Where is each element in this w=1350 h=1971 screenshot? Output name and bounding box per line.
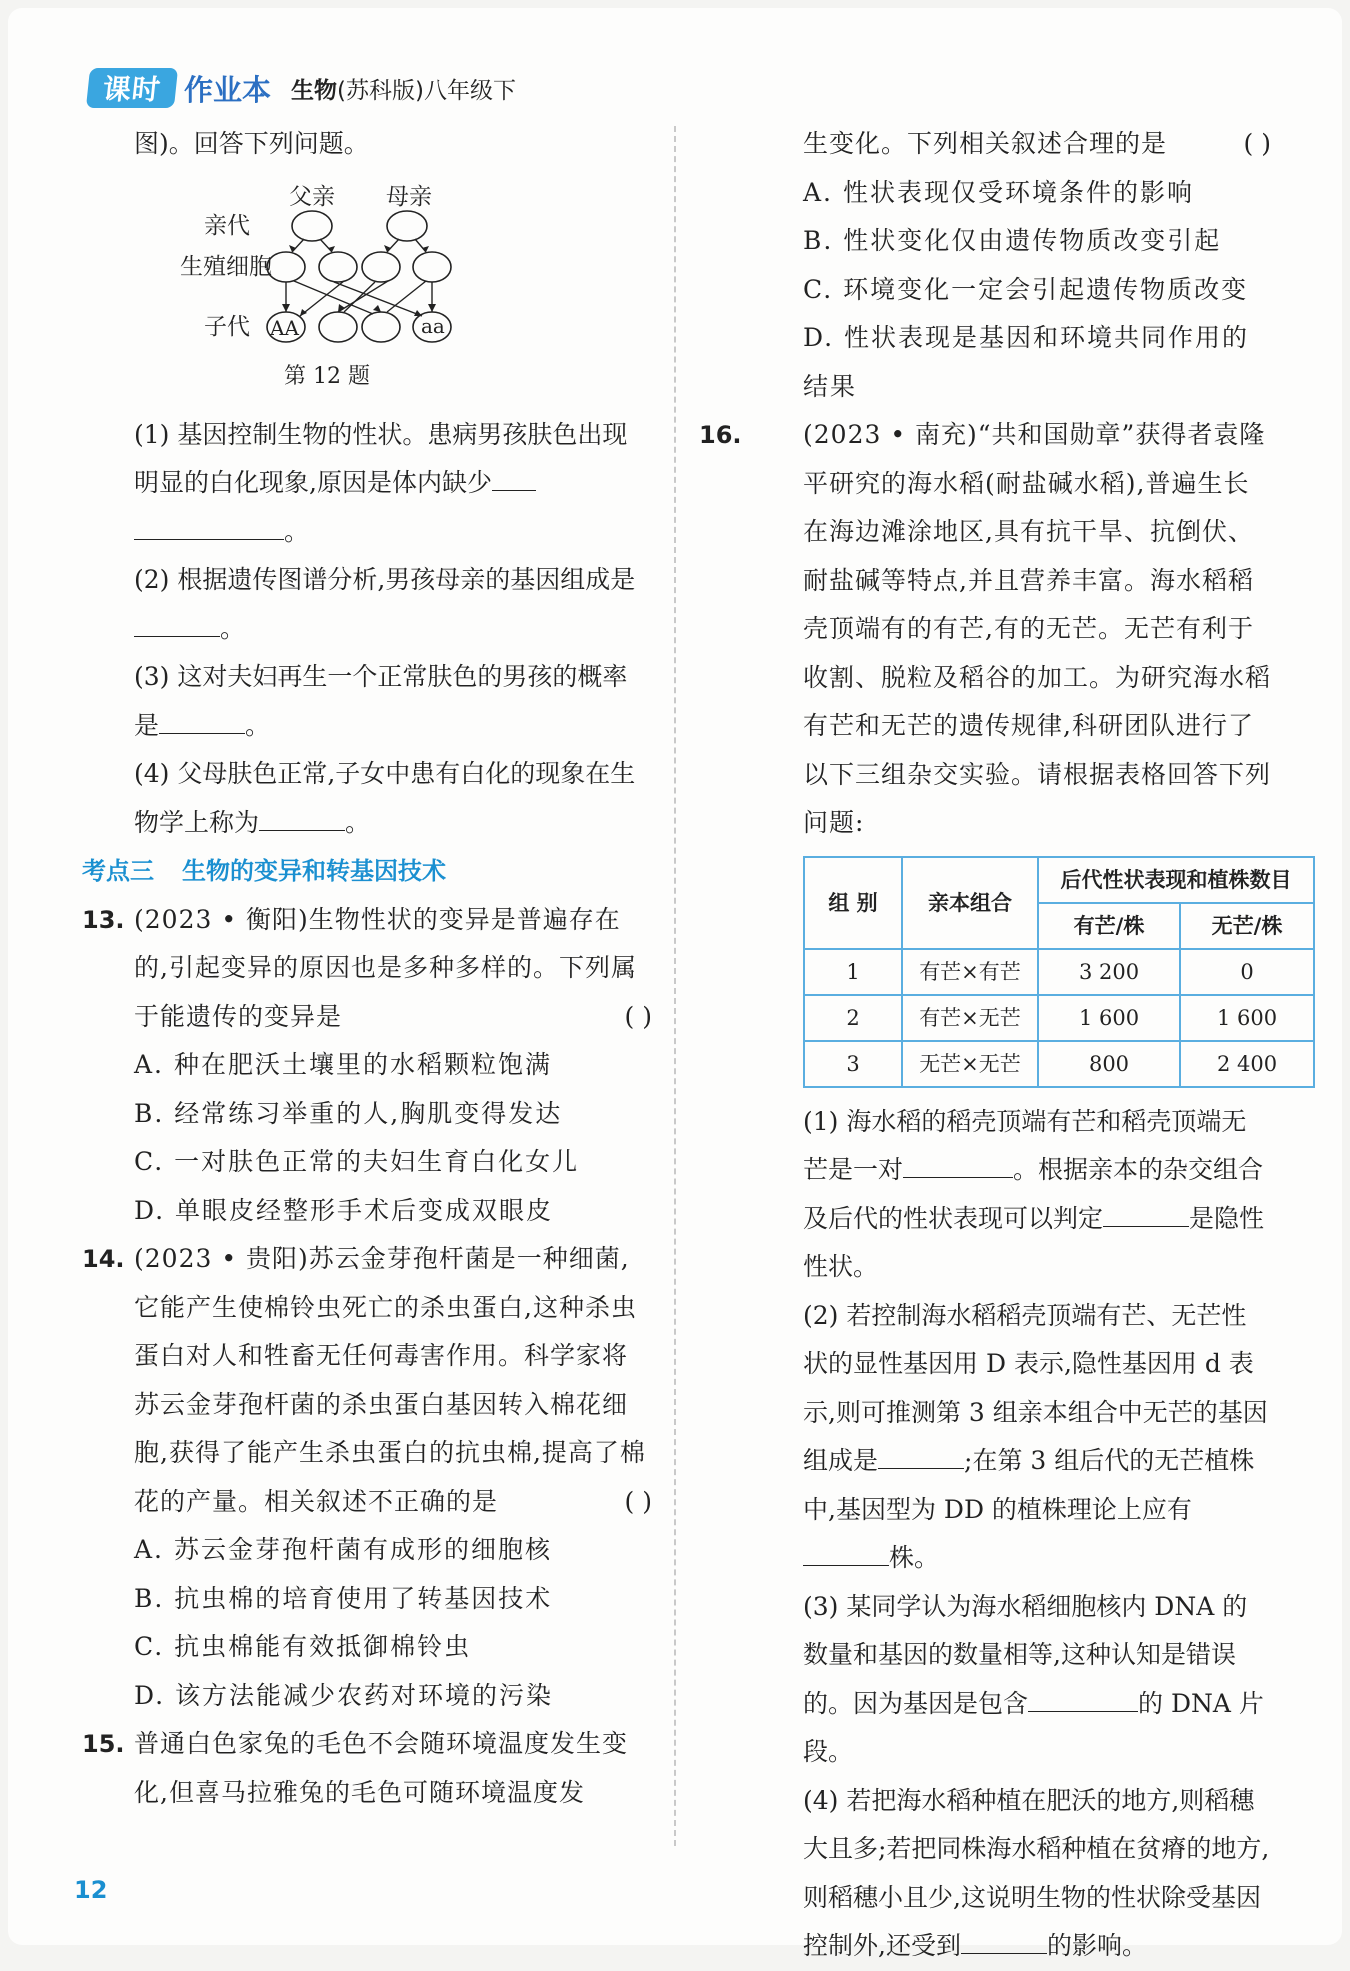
page-number: 12	[74, 1876, 108, 1904]
q12-part2: (2) 根据遗传图谱分析,男孩母亲的基因组成是。	[134, 565, 636, 643]
cell-awned: 3 200	[1038, 949, 1180, 995]
q15-continued: 生变化。下列相关叙述合理的是 ( )	[751, 120, 1271, 169]
offspring-row-label: 子代	[204, 313, 250, 340]
question-number: 15.	[82, 1730, 125, 1758]
cross-experiment-table	[803, 856, 1315, 1088]
mother-node	[387, 211, 427, 241]
child-node	[362, 312, 400, 342]
q12-part1: (1) 基因控制生物的性状。患病男孩肤色出现明显的白化现象,原因是体内缺少 。	[134, 419, 628, 546]
genotype-aa: aa	[421, 313, 445, 338]
q13-option-d[interactable]: D. 单眼皮经整形手术后变成双眼皮	[134, 1195, 554, 1225]
table-row	[804, 949, 1314, 995]
q12-part3: (3) 这对夫妇再生一个正常肤色的男孩的概率是 。	[134, 662, 628, 740]
parent-generation-label: 亲代	[204, 212, 250, 239]
question-14: 14. (2023 • 贵阳)苏云金芽孢杆菌是一种细菌,它能产生使棉铃虫死亡的杀虫蛋白,这种杀虫蛋白对人和牲畜无任何毒害作用。科学家将苏云金芽孢杆菌的杀虫蛋白基因转入棉花细胞,获得了能产生杀虫蛋白的抗虫棉,提高了棉花的产量。相关叙述不正确的是 ( )	[82, 1235, 652, 1526]
q16-part2: (2) 若控制海水稻稻壳顶端有芒、无芒性状的显性基因用 D 表示,隐性基因用 d 表示,则可推测第 3 组亲本组合中无芒的基因组成是 ;在第 3 组后代的无芒植株中,基因型为 DD 的植株理论上应有株。	[803, 1300, 1268, 1572]
answer-blank[interactable]	[903, 1147, 1013, 1178]
q12-intro-tail: 图)。回答下列问题。	[134, 129, 369, 158]
cell-group: 1	[804, 949, 902, 995]
answer-paren[interactable]: ( )	[1243, 129, 1271, 158]
answer-paren[interactable]: ( )	[624, 1001, 652, 1031]
cell-group: 3	[804, 1041, 902, 1087]
gamete-node	[362, 252, 400, 282]
father-node	[292, 211, 332, 241]
cell-awned: 1 600	[1038, 995, 1180, 1041]
answer-blank[interactable]	[159, 703, 245, 734]
answer-blank[interactable]	[1028, 1681, 1138, 1712]
page-header	[88, 66, 516, 110]
header-awned: 有芒/株	[1038, 903, 1180, 949]
brand-title: 作业本	[184, 72, 272, 107]
figure-caption: 第 12 题	[284, 363, 370, 389]
subject-edition: (苏科版)八年级下	[337, 77, 516, 104]
q13-option-a[interactable]: A. 种在肥沃土壤里的水稻颗粒饱满	[134, 1050, 552, 1079]
q15-option-c[interactable]: C. 环境变化一定会引起遗传物质改变	[803, 274, 1249, 304]
cell-cross: 有芒×有芒	[902, 949, 1038, 995]
mother-label: 母亲	[386, 183, 432, 210]
q16-part1: (1) 海水稻的稻壳顶端有芒和稻壳顶端无芒是一对 。根据亲本的杂交组合及后代的性状表现可以判定 是隐性性状。	[803, 1106, 1265, 1281]
q16-part3: (3) 某同学认为海水稻细胞核内 DNA 的数量和基因的数量相等,这种认知是错误的。因为基因是包含 的 DNA 片段。	[803, 1591, 1264, 1766]
q15-option-b[interactable]: B. 性状变化仅由遗传物质改变引起	[803, 226, 1222, 255]
header-awnless: 无芒/株	[1180, 903, 1314, 949]
table-wrap	[751, 856, 1292, 1088]
answer-blank[interactable]	[961, 1923, 1047, 1954]
subject-name: 生物	[291, 77, 338, 104]
table-row	[804, 1041, 1314, 1087]
header-offspring: 后代性状表现和植株数目	[1038, 857, 1314, 903]
cell-awned: 800	[1038, 1041, 1180, 1087]
question-number: 16.	[699, 421, 742, 449]
answer-paren[interactable]: ( )	[624, 1486, 652, 1516]
left-column	[82, 120, 652, 1817]
series-logo: 课时	[86, 68, 178, 108]
q14-option-b[interactable]: B. 抗虫棉的培育使用了转基因技术	[134, 1583, 553, 1613]
header-cross: 亲本组合	[902, 857, 1038, 949]
q13-option-c[interactable]: C. 一对肤色正常的夫妇生育白化女儿	[134, 1147, 580, 1176]
header-group: 组 别	[804, 857, 902, 949]
cell-cross: 无芒×无芒	[902, 1041, 1038, 1087]
answer-blank[interactable]	[134, 509, 284, 540]
answer-blank[interactable]	[259, 800, 345, 831]
answer-blank[interactable]	[1103, 1196, 1189, 1227]
right-column	[699, 120, 1292, 1971]
answer-blank[interactable]	[878, 1438, 964, 1469]
q14-option-c[interactable]: C. 抗虫棉能有效抵御棉铃虫	[134, 1632, 472, 1661]
q15-option-d[interactable]: D. 性状表现是基因和环境共同作用的结果	[803, 323, 1250, 401]
q14-option-a[interactable]: A. 苏云金芽孢杆菌有成形的细胞核	[134, 1535, 552, 1564]
cell-awnless: 2 400	[1180, 1041, 1314, 1087]
q12-part4: (4) 父母肤色正常,子女中患有白化的现象在生物学上称为 。	[134, 759, 636, 837]
gamete-node	[267, 252, 305, 282]
question-number: 14.	[82, 1245, 125, 1273]
cell-awnless: 1 600	[1180, 995, 1314, 1041]
gamete-row-label: 生殖细胞	[180, 253, 272, 280]
question-16: 16. (2023 • 南充)“共和国勋章”获得者袁隆平研究的海水稻(耐盐碱水稻),普遍生长在海边滩涂地区,具有抗干旱、抗倒伏、耐盐碱等特点,并且营养丰富。海水稻稻壳顶端有的有芒,有的无芒。无芒有利于收割、脱粒及稻谷的加工。为研究海水稻有芒和无芒的遗传规律,科研团队进行了以下三组杂交实验。请根据表格回答下列问题:	[699, 411, 1271, 848]
question-15: 15. 普通白色家兔的毛色不会随环境温度发生变化,但喜马拉雅兔的毛色可随环境温度发	[82, 1720, 652, 1817]
question-number: 13.	[82, 905, 125, 934]
q13-option-b[interactable]: B. 经常练习举重的人,胸肌变得发达	[134, 1098, 563, 1128]
question-13: 13. (2023 • 衡阳)生物性状的变异是普遍存在的,引起变异的原因也是多种多样的。下列属于能遗传的变异是 ( )	[82, 896, 652, 1042]
answer-blank[interactable]	[492, 460, 536, 491]
cell-cross: 有芒×无芒	[902, 995, 1038, 1041]
father-label: 父亲	[289, 183, 335, 210]
column-divider	[674, 126, 676, 1846]
child-node	[319, 312, 357, 342]
cell-awnless: 0	[1180, 949, 1314, 995]
table-row	[804, 995, 1314, 1041]
gamete-node	[413, 252, 451, 282]
answer-blank[interactable]	[803, 1535, 889, 1566]
gamete-node	[319, 252, 357, 282]
section-heading: 考点三 生物的变异和转基因技术	[82, 857, 446, 885]
answer-blank[interactable]	[134, 606, 220, 637]
cell-group: 2	[804, 995, 902, 1041]
q14-option-d[interactable]: D. 该方法能减少农药对环境的污染	[134, 1680, 554, 1710]
pedigree-diagram	[82, 169, 652, 411]
subject-label	[291, 72, 516, 105]
genotype-AA: AA	[270, 315, 299, 340]
q16-part4: (4) 若把海水稻种植在肥沃的地方,则稻穗大且多;若把同株海水稻种植在贫瘠的地方,则稻穗小且少,这说明生物的性状除受基因控制外,还受到 的影响。	[803, 1785, 1270, 1960]
workbook-page	[8, 8, 1342, 1960]
q15-option-a[interactable]: A. 性状表现仅受环境条件的影响	[803, 177, 1194, 207]
